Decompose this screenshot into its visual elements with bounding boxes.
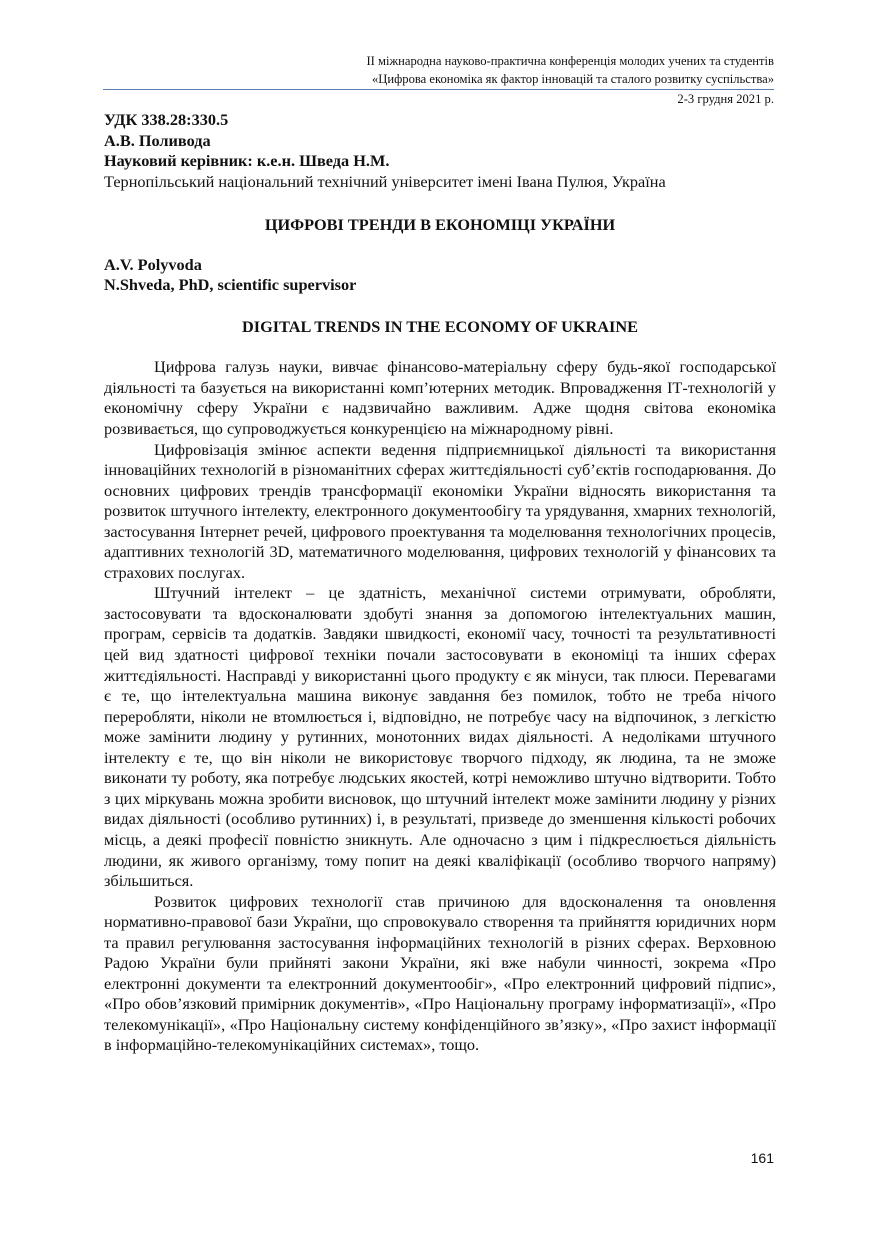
article-title-ua: ЦИФРОВІ ТРЕНДИ В ЕКОНОМІЦІ УКРАЇНИ (264, 215, 616, 235)
paragraph-4: Розвиток цифрових технології став причиною для вдосконалення та оновлення нормативно-правової бази України, що спровокувало створення та прийняття юридичних норм та правил регулювання застосування інформаційних технологій в різних сферах. Верховною Радою України були прийняті закони України, які вже набули чинності, зокрема «Про електронні документи та електронний документообіг», «Про електронний цифровий підпис», «Про обов’язковий примірник документів», «Про Національну програму інформатизації», «Про телекомунікації», «Про Національну систему конфіденційного зв’язку», «Про захист інформації в інформаційно-телекомунікаційних системах», тощо. (104, 891, 776, 1055)
running-header (366, 52, 774, 88)
header-divider (103, 89, 774, 90)
article-body (104, 110, 776, 1056)
paragraph-2: Цифровізація змінює аспекти ведення підприємницької діяльності та використання інноваційних технологій в різноманітних сферах життєдіяльності суб’єктів господарювання. До основних цифрових трендів трансформації економіки України відносять використання та розвиток штучного інтелекту, електронного документообігу та урядування, хмарних технологій, застосування Інтернет речей, цифрового проектування та моделювання технологічних процесів, адаптивних технологій 3D, математичного моделювання, цифрових технологій у фінансових та страхових послугах. (104, 439, 776, 582)
supervisor-ua: Науковий керівник: к.е.н. Шведа Н.М. (104, 151, 390, 171)
conference-title-line-2: «Цифрова економіка як фактор інновацій та сталого розвитку суспільства» (371, 72, 774, 86)
paragraph-3: Штучний інтелект – це здатність, механічної системи отримувати, обробляти, застосовувати та вдосконалювати здобуті знання за допомогою інтелектуальних машин, програм, сервісів та додатків. Завдяки швидкості, економії часу, точності та результативності цей вид здатності цифрової техніки почали застосовувати в економіці та інших сферах життєдіяльності. Насправді у використанні цього продукту є як мінуси, так плюси. Перевагами є те, що інтелектуальна машина виконує завдання без помилок, тобто не треба нічого переробляти, ніколи не втомлюється і, відповідно, не потребує часу на відпочинок, з легкістю може замінити людину у рутинних, монотонних видах діяльності. А недоліками штучного інтелекту є те, що він ніколи не використовує творчого підходу, як людина, та не зможе виконати ту роботу, яка потребує людських якостей, котрі неможливо штучно відтворити. Тобто з цих міркувань можна зробити висновок, що штучний інтелект може замінити людину у різних видах діяльності (особливо рутинних) і, в результаті, призведе до зменшення кількості робочих місць, а деякі професії повністю зникнуть. Але одночасно з цим і підкреслюється діяльність людини, як живого організму, тому попит на деякі кваліфікації (особливо творчого напряму) збільшиться. (104, 583, 776, 891)
author-en: A.V. Polyvoda (104, 254, 202, 274)
conference-date: 2-3 грудня 2021 р. (677, 92, 774, 106)
conference-title-line-1: II міжнародна науково-практична конференція молодих учених та студентів (366, 54, 774, 68)
affiliation-ua: Тернопільський національний технічний університет імені Івана Пулюя, Україна (104, 171, 666, 191)
supervisor-en: N.Shveda, PhD, scientific supervisor (104, 275, 357, 295)
page-number: 161 (750, 1150, 774, 1166)
paragraph-1: Цифрова галузь науки, вивчає фінансово-матеріальну сферу будь-якої господарської діяльності та базується на використанні комп’ютерних методик. Впровадження ІТ-технологій у економічну сферу України є надзвичайно важливим. Адже щодня світова економіка розвивається, що супроводжується конкуренцією на міжнародному рівні. (104, 357, 776, 439)
author-ua: А.В. Поливода (104, 130, 211, 150)
article-title-en: DIGITAL TRENDS IN THE ECONOMY OF UKRAINE (242, 316, 638, 336)
udc-code: УДК 338.28:330.5 (104, 110, 229, 129)
